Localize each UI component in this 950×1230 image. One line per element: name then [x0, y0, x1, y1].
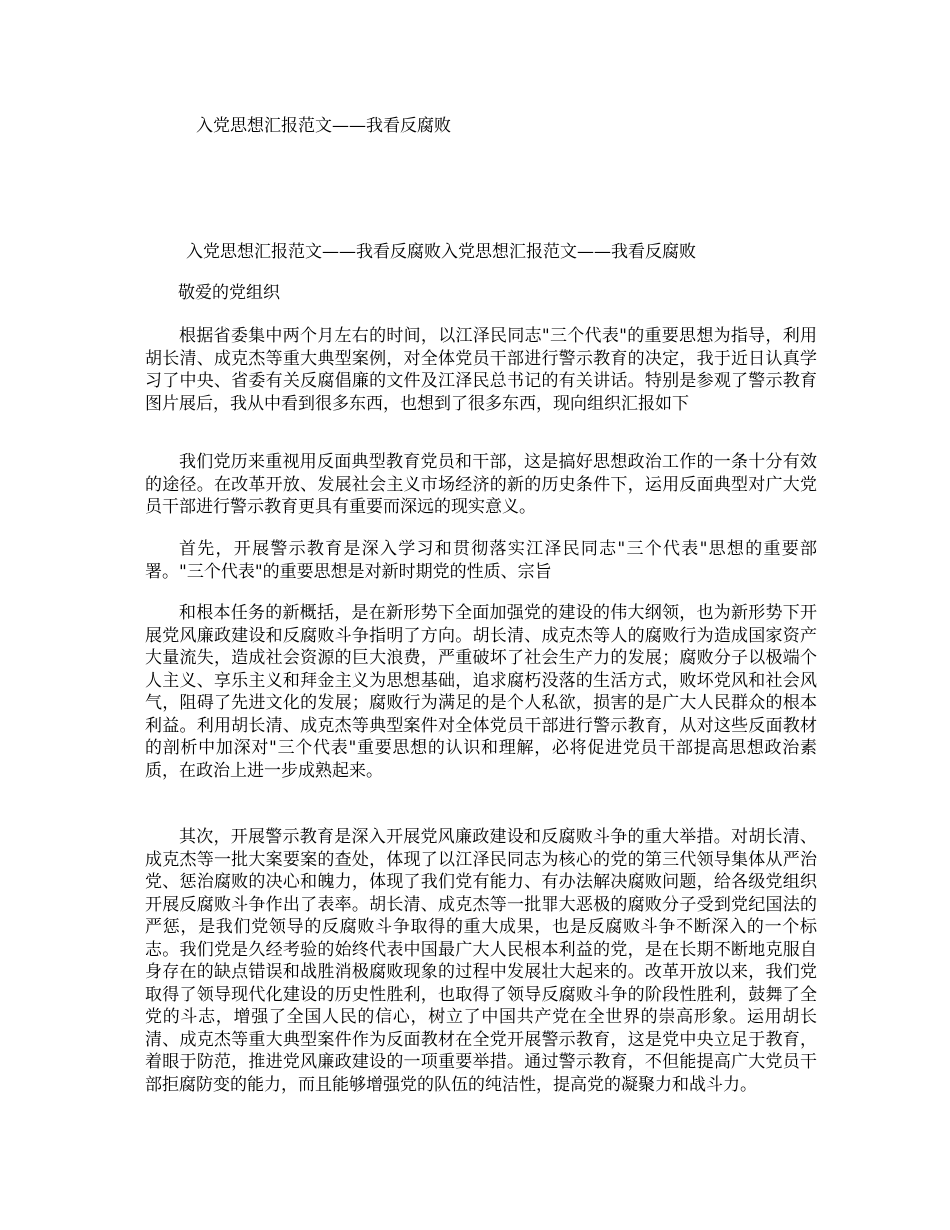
paragraph-5: 其次，开展警示教育是深入开展党风廉政建设和反腐败斗争的重大举措。对胡长清、成克杰等一批大案要案的查处，体现了以江泽民同志为核心的党的第三代领导集体从严治党、惩治腐败的决心和魄力，体现了我们党有能力、有办法解决腐败问题，给各级党组织开展反腐败斗争作出了表率。胡长清、成克杰等一批罪大恶极的腐败分子受到党纪国法的严惩，是我们党领导的反腐败斗争取得的重大成果，也是反腐败斗争不断深入的一个标志。我们党是久经考验的始终代表中国最广大人民根本利益的党，是在长期不断地克服自身存在的缺点错误和战胜消极腐败现象的过程中发展壮大起来的。改革开放以来，我们党取得了领导现代化建设的历史性胜利，也取得了领导反腐败斗争的阶段性胜利，鼓舞了全党的斗志，增强了全国人民的信心，树立了中国共产党在全世界的崇高形象。运用胡长清、成克杰等重大典型案件作为反面教材在全党开展警示教育，这是党中央立足于教育，着眼于防范，推进党风廉政建设的一项重要举措。通过警示教育，不但能提高广大党员干部拒腐防变的能力，而且能够增强党的队伍的纯洁性，提高党的凝聚力和战斗力。	[145, 827, 817, 1095]
paragraph-2: 我们党历来重视用反面典型教育党员和干部，这是搞好思想政治工作的一条十分有效的途径。在改革开放、发展社会主义市场经济的新的历史条件下，运用反面典型对广大党员干部进行警示教育更具有重要而深远的现实意义。	[145, 452, 817, 517]
paragraph-4: 和根本任务的新概括，是在新形势下全面加强党的建设的伟大纲领，也为新形势下开展党风廉政建设和反腐败斗争指明了方向。胡长清、成克杰等人的腐败行为造成国家资产大量流失，造成社会资源的巨大浪费，严重破坏了社会生产力的发展；腐败分子以极端个人主义、享乐主义和拜金主义为思想基础，追求腐朽没落的生活方式，败坏党风和社会风气，阻碍了先进文化的发展；腐败行为满足的是个人私欲，损害的是广大人民群众的根本利益。利用胡长清、成克杰等典型案件对全体党员干部进行警示教育，从对这些反面教材的剖析中加深对"三个代表"重要思想的认识和理解，必将促进党员干部提高思想政治素质，在政治上进一步成熟起来。	[145, 603, 817, 781]
document-title: 入党思想汇报范文——我看反腐败	[196, 116, 451, 136]
paragraph-3: 首先，开展警示教育是深入学习和贯彻落实江泽民同志"三个代表"思想的重要部署。"三个代表"的重要思想是对新时期党的性质、宗旨	[145, 539, 817, 582]
salutation: 敬爱的党组织	[178, 283, 280, 303]
paragraph-1: 根据省委集中两个月左右的时间，以江泽民同志"三个代表"的重要思想为指导，利用胡长清、成克杰等重大典型案例，对全体党员干部进行警示教育的决定，我于近日认真学习了中央、省委有关反腐倡廉的文件及江泽民总书记的有关讲话。特别是参观了警示教育图片展后，我从中看到很多东西，也想到了很多东西，现向组织汇报如下	[145, 326, 817, 414]
document-subtitle: 入党思想汇报范文——我看反腐败入党思想汇报范文——我看反腐败	[186, 242, 696, 262]
